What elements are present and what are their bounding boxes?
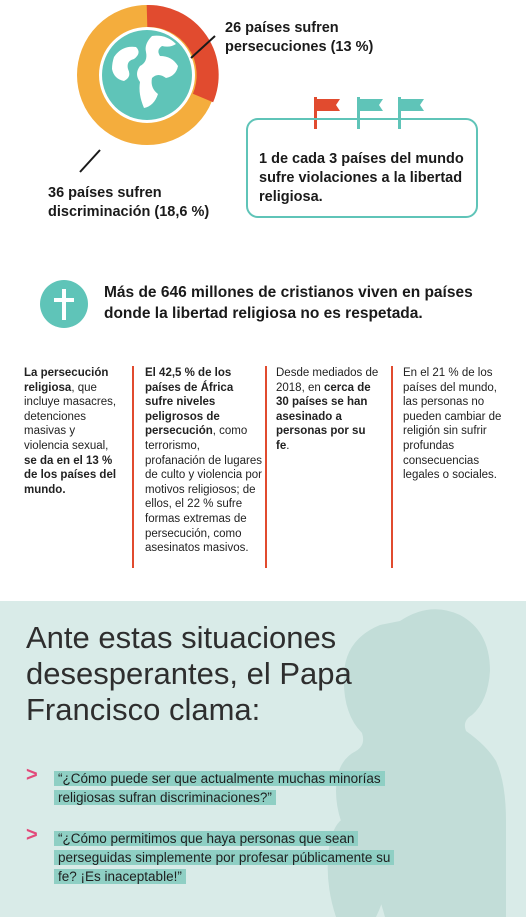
- column-2-text: , como terrorismo, profanación de lugares de culto y violencia por motivos religiosos; de ellos, el 22 % sufre formas extremas de persecución, como asesinatos masivos.: [145, 425, 262, 555]
- chevron-right-icon: >: [26, 764, 38, 786]
- column-divider: [391, 366, 393, 568]
- quote-2-text: “¿Cómo permitimos que haya personas que sean perseguidas simplemente por profesar públicamente su fe? ¡Es inaceptable!”: [54, 831, 394, 884]
- column-1-text: , que incluye masacres, detenciones masivas y violencia sexual,: [24, 381, 117, 452]
- column-divider: [265, 366, 267, 568]
- cross-icon: [40, 280, 88, 328]
- chevron-right-icon: >: [26, 824, 38, 846]
- quote-1: [54, 769, 394, 807]
- christians-headline: Más de 646 millones de cristianos viven en países donde la libertad religiosa no es respetada.: [104, 284, 473, 322]
- bottom-title: Ante estas situaciones desesperantes, el Papa Francisco clama:: [26, 620, 352, 727]
- column-4-text: En el 21 % de los países del mundo, las personas no pueden cambiar de religión sin sufrir profundas consecuencias legales o sociales.: [403, 367, 502, 482]
- column-2: [145, 366, 263, 556]
- persecution-stat: 26 países sufren persecuciones (13 %): [225, 20, 374, 55]
- column-3: [276, 366, 380, 454]
- column-1: [24, 366, 122, 497]
- quote-1-text: “¿Cómo puede ser que actualmente muchas minorías religiosas sufran discriminaciones?”: [54, 771, 385, 805]
- column-divider: [132, 366, 134, 568]
- column-3-text-b: .: [286, 439, 290, 452]
- column-2-bold: El 42,5 % de los países de África sufre niveles peligrosos de persecución: [145, 367, 234, 438]
- discrimination-stat: 36 países sufren discriminación (18,6 %): [48, 185, 210, 220]
- column-3-bold: cerca de 30 países se han asesinado a personas por su fe: [276, 381, 371, 452]
- quote-2: [54, 829, 404, 886]
- one-in-three-text: 1 de cada 3 países del mundo sufre violaciones a la libertad religiosa.: [259, 151, 464, 205]
- column-1-bold-a: La persecución religiosa: [24, 367, 109, 394]
- column-4: [403, 366, 507, 483]
- column-1-bold-b: se da en el 13 % de los países del mundo.: [24, 454, 117, 496]
- column-3-text-a: Desde mediados de 2018, en: [276, 367, 379, 394]
